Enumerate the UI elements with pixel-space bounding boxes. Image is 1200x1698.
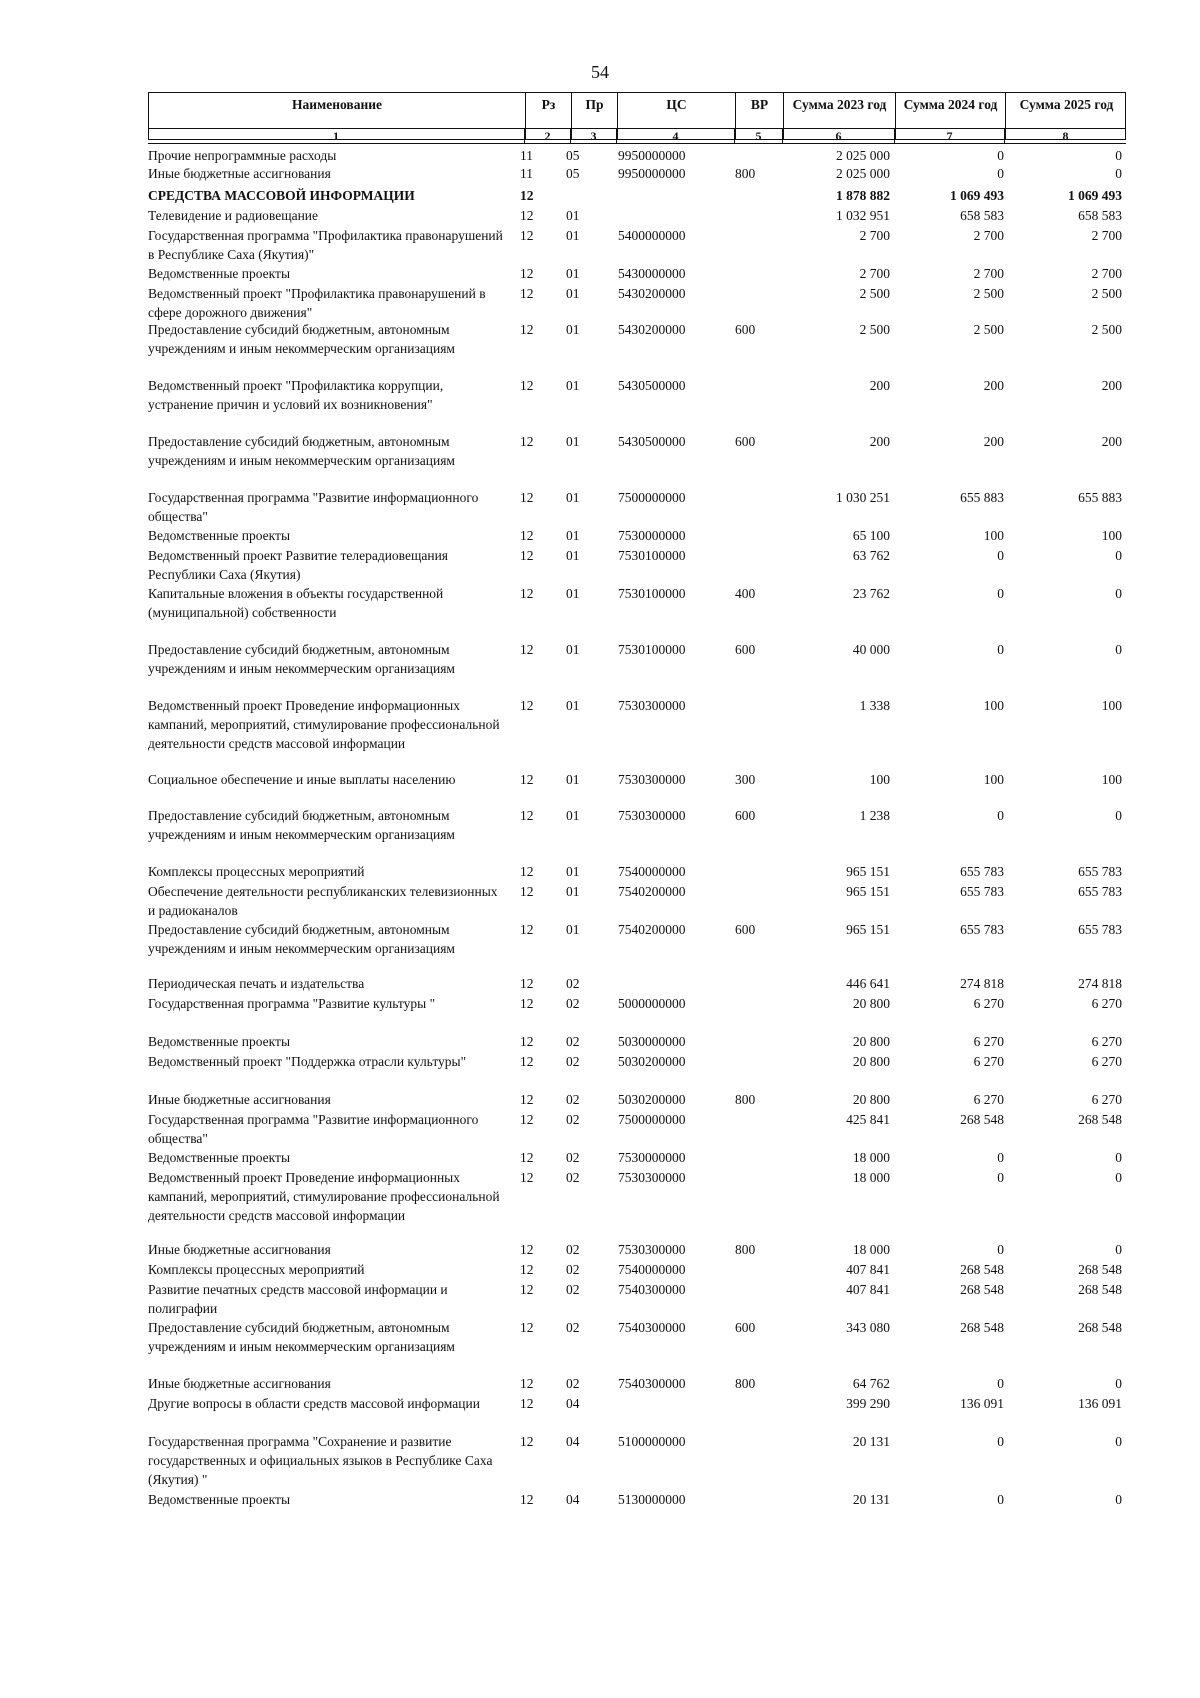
cell-name: Ведомственные проекты bbox=[148, 1492, 291, 1507]
column-number: 4 bbox=[616, 129, 734, 143]
cell-cs: 7530000000 bbox=[618, 528, 686, 543]
cell-name: Ведомственный проект "Профилактика правонарушений в сфере дорожного движения" bbox=[148, 286, 486, 320]
cell-s2023: 425 841 bbox=[846, 1112, 890, 1127]
cell-rz: 12 bbox=[520, 1242, 534, 1257]
cell-s2025: 6 270 bbox=[1091, 1034, 1122, 1049]
cell-cs: 7500000000 bbox=[618, 1112, 686, 1127]
cell-rz: 12 bbox=[520, 1262, 534, 1277]
cell-s2023: 399 290 bbox=[846, 1396, 890, 1411]
cell-vr: 800 bbox=[735, 1092, 756, 1107]
header-sum-2023: Сумма 2023 год bbox=[783, 93, 895, 139]
cell-pr: 02 bbox=[566, 1150, 580, 1165]
cell-rz: 12 bbox=[520, 922, 534, 937]
cell-rz: 12 bbox=[520, 1434, 534, 1449]
cell-cs: 5430200000 bbox=[618, 322, 686, 337]
cell-name: Ведомственный проект "Поддержка отрасли культуры" bbox=[148, 1054, 467, 1069]
cell-name: Ведомственный проект Проведение информационных кампаний, мероприятий, стимулирование профессиональной деятельности средств массовой информации bbox=[148, 1170, 500, 1223]
cell-s2023: 2 025 000 bbox=[836, 166, 890, 181]
cell-name: Предоставление субсидий бюджетным, автономным учреждениям и иным некоммерческим организациям bbox=[148, 1320, 455, 1354]
cell-s2025: 0 bbox=[1115, 808, 1122, 823]
cell-vr: 600 bbox=[735, 322, 756, 337]
cell-cs: 7540000000 bbox=[618, 864, 686, 879]
cell-name: Предоставление субсидий бюджетным, автономным учреждениям и иным некоммерческим организациям bbox=[148, 642, 455, 676]
cell-s2023: 2 700 bbox=[859, 266, 890, 281]
cell-vr: 600 bbox=[735, 808, 756, 823]
cell-s2025: 655 783 bbox=[1078, 922, 1122, 937]
cell-s2025: 655 783 bbox=[1078, 864, 1122, 879]
cell-s2025: 268 548 bbox=[1078, 1112, 1122, 1127]
cell-cs: 7500000000 bbox=[618, 490, 686, 505]
cell-cs: 7540000000 bbox=[618, 1262, 686, 1277]
cell-s2024: 655 883 bbox=[960, 490, 1004, 505]
cell-name: Комплексы процессных мероприятий bbox=[148, 1262, 365, 1277]
cell-s2024: 0 bbox=[997, 1150, 1004, 1165]
cell-s2025: 6 270 bbox=[1091, 1092, 1122, 1107]
cell-s2025: 200 bbox=[1101, 378, 1122, 393]
header-pr: Пр bbox=[571, 93, 617, 139]
cell-s2024: 658 583 bbox=[960, 208, 1004, 223]
cell-cs: 5430200000 bbox=[618, 286, 686, 301]
cell-s2024: 0 bbox=[997, 148, 1004, 163]
header-sum-2025: Сумма 2025 год bbox=[1005, 93, 1127, 139]
cell-s2023: 343 080 bbox=[846, 1320, 890, 1335]
cell-name: Иные бюджетные ассигнования bbox=[148, 1376, 331, 1391]
cell-rz: 12 bbox=[520, 884, 534, 899]
cell-rz: 12 bbox=[520, 698, 534, 713]
cell-name: Прочие непрограммные расходы bbox=[148, 148, 337, 163]
cell-pr: 02 bbox=[566, 1262, 580, 1277]
cell-s2025: 0 bbox=[1115, 548, 1122, 563]
cell-s2024: 1 069 493 bbox=[950, 188, 1004, 203]
cell-s2024: 200 bbox=[983, 434, 1004, 449]
cell-name: Другие вопросы в области средств массовой информации bbox=[148, 1396, 480, 1411]
cell-s2023: 23 762 bbox=[852, 586, 890, 601]
cell-s2025: 2 500 bbox=[1091, 322, 1122, 337]
cell-rz: 12 bbox=[520, 228, 534, 243]
column-number: 1 bbox=[333, 129, 339, 143]
cell-s2024: 268 548 bbox=[960, 1262, 1004, 1277]
cell-rz: 12 bbox=[520, 772, 534, 787]
cell-s2023: 2 500 bbox=[859, 322, 890, 337]
cell-s2025: 1 069 493 bbox=[1068, 188, 1122, 203]
header-name: Наименование bbox=[292, 97, 382, 112]
cell-s2025: 0 bbox=[1115, 1150, 1122, 1165]
cell-pr: 04 bbox=[566, 1492, 580, 1507]
cell-name: Предоставление субсидий бюджетным, автономным учреждениям и иным некоммерческим организациям bbox=[148, 922, 455, 956]
cell-s2025: 2 500 bbox=[1091, 286, 1122, 301]
cell-pr: 01 bbox=[566, 864, 580, 879]
cell-s2025: 0 bbox=[1115, 166, 1122, 181]
column-number: 5 bbox=[734, 129, 782, 143]
cell-pr: 01 bbox=[566, 548, 580, 563]
cell-s2023: 20 131 bbox=[852, 1492, 890, 1507]
cell-pr: 02 bbox=[566, 1376, 580, 1391]
cell-cs: 9950000000 bbox=[618, 148, 686, 163]
cell-s2024: 0 bbox=[997, 1170, 1004, 1185]
cell-cs: 7530300000 bbox=[618, 772, 686, 787]
cell-s2023: 1 030 251 bbox=[836, 490, 890, 505]
cell-s2023: 18 000 bbox=[852, 1242, 890, 1257]
cell-pr: 01 bbox=[566, 490, 580, 505]
cell-rz: 12 bbox=[520, 528, 534, 543]
cell-s2023: 200 bbox=[869, 378, 890, 393]
cell-rz: 12 bbox=[520, 322, 534, 337]
cell-s2024: 655 783 bbox=[960, 922, 1004, 937]
cell-name: Ведомственный проект Развитие телерадиовещания Республики Саха (Якутия) bbox=[148, 548, 449, 582]
cell-pr: 02 bbox=[566, 996, 580, 1011]
cell-s2024: 136 091 bbox=[960, 1396, 1004, 1411]
cell-s2023: 407 841 bbox=[846, 1282, 890, 1297]
cell-pr: 01 bbox=[566, 698, 580, 713]
cell-s2023: 965 151 bbox=[846, 922, 890, 937]
page-number: 54 bbox=[591, 62, 609, 82]
cell-pr: 01 bbox=[566, 286, 580, 301]
cell-s2025: 0 bbox=[1115, 1434, 1122, 1449]
cell-s2025: 268 548 bbox=[1078, 1262, 1122, 1277]
cell-pr: 02 bbox=[566, 1282, 580, 1297]
cell-name: Ведомственные проекты bbox=[148, 1150, 291, 1165]
cell-s2024: 2 500 bbox=[973, 286, 1004, 301]
cell-s2023: 20 800 bbox=[852, 1092, 890, 1107]
column-number: 3 bbox=[570, 129, 616, 143]
cell-s2024: 0 bbox=[997, 1492, 1004, 1507]
cell-cs: 9950000000 bbox=[618, 166, 686, 181]
cell-pr: 01 bbox=[566, 922, 580, 937]
cell-s2024: 0 bbox=[997, 1376, 1004, 1391]
cell-pr: 01 bbox=[566, 208, 580, 223]
cell-cs: 7530000000 bbox=[618, 1150, 686, 1165]
cell-name: Ведомственные проекты bbox=[148, 528, 291, 543]
cell-pr: 02 bbox=[566, 1034, 580, 1049]
cell-cs: 7540300000 bbox=[618, 1320, 686, 1335]
cell-cs: 5030000000 bbox=[618, 1034, 686, 1049]
cell-name: Государственная программа "Развитие культуры " bbox=[148, 996, 436, 1011]
cell-s2025: 655 783 bbox=[1078, 884, 1122, 899]
cell-name: Иные бюджетные ассигнования bbox=[148, 1092, 331, 1107]
column-number: 6 bbox=[782, 129, 894, 143]
cell-s2024: 0 bbox=[997, 1242, 1004, 1257]
cell-vr: 800 bbox=[735, 166, 756, 181]
cell-rz: 12 bbox=[520, 976, 534, 991]
cell-s2025: 2 700 bbox=[1091, 228, 1122, 243]
cell-rz: 12 bbox=[520, 1376, 534, 1391]
cell-cs: 7540200000 bbox=[618, 884, 686, 899]
cell-name: Социальное обеспечение и иные выплаты населению bbox=[148, 772, 456, 787]
cell-rz: 12 bbox=[520, 266, 534, 281]
cell-s2023: 2 500 bbox=[859, 286, 890, 301]
column-number-row bbox=[148, 128, 1126, 144]
cell-rz: 11 bbox=[520, 148, 533, 163]
cell-s2024: 100 bbox=[983, 528, 1004, 543]
cell-s2025: 0 bbox=[1115, 642, 1122, 657]
cell-s2024: 0 bbox=[997, 808, 1004, 823]
cell-name: Обеспечение деятельности республиканских телевизионных и радиоканалов bbox=[148, 884, 498, 918]
cell-s2025: 100 bbox=[1101, 528, 1122, 543]
cell-s2023: 1 032 951 bbox=[836, 208, 890, 223]
cell-rz: 12 bbox=[520, 1320, 534, 1335]
cell-s2024: 6 270 bbox=[973, 1034, 1004, 1049]
cell-s2024: 100 bbox=[983, 772, 1004, 787]
cell-name: Ведомственные проекты bbox=[148, 266, 291, 281]
cell-s2025: 0 bbox=[1115, 148, 1122, 163]
cell-s2025: 268 548 bbox=[1078, 1320, 1122, 1335]
cell-pr: 02 bbox=[566, 1320, 580, 1335]
cell-s2025: 0 bbox=[1115, 586, 1122, 601]
cell-rz: 12 bbox=[520, 490, 534, 505]
cell-s2024: 2 700 bbox=[973, 228, 1004, 243]
cell-name: Государственная программа "Развитие информационного общества" bbox=[148, 490, 479, 524]
cell-pr: 02 bbox=[566, 1054, 580, 1069]
cell-cs: 7530300000 bbox=[618, 1170, 686, 1185]
cell-s2025: 200 bbox=[1101, 434, 1122, 449]
cell-s2025: 100 bbox=[1101, 698, 1122, 713]
cell-cs: 5400000000 bbox=[618, 228, 686, 243]
cell-rz: 12 bbox=[520, 864, 534, 879]
cell-pr: 01 bbox=[566, 808, 580, 823]
cell-s2023: 2 025 000 bbox=[836, 148, 890, 163]
cell-s2025: 2 700 bbox=[1091, 266, 1122, 281]
cell-s2023: 965 151 bbox=[846, 864, 890, 879]
cell-cs: 7530100000 bbox=[618, 642, 686, 657]
cell-s2025: 136 091 bbox=[1078, 1396, 1122, 1411]
cell-cs: 5000000000 bbox=[618, 996, 686, 1011]
cell-pr: 02 bbox=[566, 1242, 580, 1257]
cell-name: Ведомственный проект "Профилактика коррупции, устранение причин и условий их возникновения" bbox=[148, 378, 444, 412]
cell-rz: 12 bbox=[520, 1150, 534, 1165]
cell-cs: 7530100000 bbox=[618, 548, 686, 563]
header-rz: Рз bbox=[525, 93, 571, 139]
cell-pr: 02 bbox=[566, 1112, 580, 1127]
header-cs: ЦС bbox=[617, 93, 735, 139]
cell-name: Иные бюджетные ассигнования bbox=[148, 1242, 331, 1257]
cell-name: Иные бюджетные ассигнования bbox=[148, 166, 331, 181]
cell-pr: 02 bbox=[566, 1170, 580, 1185]
cell-vr: 600 bbox=[735, 922, 756, 937]
cell-s2025: 268 548 bbox=[1078, 1282, 1122, 1297]
cell-vr: 300 bbox=[735, 772, 756, 787]
cell-s2024: 0 bbox=[997, 1434, 1004, 1449]
cell-s2023: 1 878 882 bbox=[836, 188, 890, 203]
cell-cs: 7530100000 bbox=[618, 586, 686, 601]
cell-rz: 12 bbox=[520, 808, 534, 823]
cell-pr: 04 bbox=[566, 1434, 580, 1449]
cell-cs: 5130000000 bbox=[618, 1492, 686, 1507]
cell-rz: 12 bbox=[520, 586, 534, 601]
cell-cs: 5430000000 bbox=[618, 266, 686, 281]
cell-rz: 12 bbox=[520, 1170, 534, 1185]
header-sum-2024: Сумма 2024 год bbox=[895, 93, 1005, 139]
cell-s2025: 0 bbox=[1115, 1242, 1122, 1257]
cell-rz: 12 bbox=[520, 378, 534, 393]
cell-s2023: 20 800 bbox=[852, 1034, 890, 1049]
cell-name: Ведомственный проект Проведение информационных кампаний, мероприятий, стимулирование профессиональной деятельности средств массовой информации bbox=[148, 698, 500, 751]
cell-s2024: 2 700 bbox=[973, 266, 1004, 281]
cell-rz: 12 bbox=[520, 1112, 534, 1127]
cell-s2023: 20 131 bbox=[852, 1434, 890, 1449]
cell-pr: 05 bbox=[566, 166, 580, 181]
cell-s2023: 2 700 bbox=[859, 228, 890, 243]
cell-s2024: 268 548 bbox=[960, 1282, 1004, 1297]
cell-pr: 01 bbox=[566, 884, 580, 899]
cell-rz: 12 bbox=[520, 434, 534, 449]
cell-rz: 12 bbox=[520, 208, 534, 223]
cell-pr: 01 bbox=[566, 266, 580, 281]
cell-vr: 800 bbox=[735, 1376, 756, 1391]
cell-rz: 12 bbox=[520, 286, 534, 301]
cell-rz: 12 bbox=[520, 1396, 534, 1411]
cell-pr: 02 bbox=[566, 976, 580, 991]
cell-cs: 5100000000 bbox=[618, 1434, 686, 1449]
cell-s2025: 0 bbox=[1115, 1376, 1122, 1391]
cell-pr: 01 bbox=[566, 228, 580, 243]
cell-s2024: 268 548 bbox=[960, 1320, 1004, 1335]
cell-s2023: 20 800 bbox=[852, 1054, 890, 1069]
cell-s2023: 100 bbox=[869, 772, 890, 787]
cell-s2024: 0 bbox=[997, 642, 1004, 657]
cell-s2023: 18 000 bbox=[852, 1170, 890, 1185]
cell-name: Предоставление субсидий бюджетным, автономным учреждениям и иным некоммерческим организациям bbox=[148, 434, 455, 468]
cell-cs: 5430500000 bbox=[618, 434, 686, 449]
cell-s2024: 6 270 bbox=[973, 996, 1004, 1011]
cell-s2025: 0 bbox=[1115, 1492, 1122, 1507]
cell-rz: 12 bbox=[520, 1092, 534, 1107]
cell-rz: 12 bbox=[520, 1282, 534, 1297]
cell-pr: 01 bbox=[566, 528, 580, 543]
cell-name: Предоставление субсидий бюджетным, автономным учреждениям и иным некоммерческим организациям bbox=[148, 322, 455, 356]
cell-name: Развитие печатных средств массовой информации и полиграфии bbox=[148, 1282, 448, 1316]
cell-rz: 12 bbox=[520, 1054, 534, 1069]
cell-s2024: 2 500 bbox=[973, 322, 1004, 337]
cell-name: Предоставление субсидий бюджетным, автономным учреждениям и иным некоммерческим организациям bbox=[148, 808, 455, 842]
cell-name: Государственная программа "Профилактика правонарушений в Республике Саха (Якутия)" bbox=[148, 228, 503, 262]
cell-rz: 12 bbox=[520, 642, 534, 657]
cell-pr: 01 bbox=[566, 434, 580, 449]
cell-name: Телевидение и радиовещание bbox=[148, 208, 319, 223]
cell-rz: 12 bbox=[520, 1034, 534, 1049]
cell-rz: 12 bbox=[520, 188, 534, 203]
cell-s2023: 63 762 bbox=[852, 548, 890, 563]
cell-name: Комплексы процессных мероприятий bbox=[148, 864, 365, 879]
cell-vr: 600 bbox=[735, 434, 756, 449]
cell-pr: 01 bbox=[566, 322, 580, 337]
cell-name: Государственная программа "Развитие информационного общества" bbox=[148, 1112, 479, 1146]
cell-s2024: 268 548 bbox=[960, 1112, 1004, 1127]
cell-cs: 7530300000 bbox=[618, 808, 686, 823]
cell-name: Периодическая печать и издательства bbox=[148, 976, 365, 991]
cell-s2024: 0 bbox=[997, 166, 1004, 181]
header-vr: ВР bbox=[735, 93, 783, 139]
cell-s2024: 6 270 bbox=[973, 1092, 1004, 1107]
cell-pr: 01 bbox=[566, 586, 580, 601]
cell-s2023: 407 841 bbox=[846, 1262, 890, 1277]
cell-name: Капитальные вложения в объекты государственной (муниципальной) собственности bbox=[148, 586, 444, 620]
cell-cs: 7540300000 bbox=[618, 1376, 686, 1391]
cell-cs: 7540200000 bbox=[618, 922, 686, 937]
cell-s2025: 6 270 bbox=[1091, 996, 1122, 1011]
cell-rz: 12 bbox=[520, 996, 534, 1011]
cell-s2025: 0 bbox=[1115, 1170, 1122, 1185]
cell-pr: 01 bbox=[566, 772, 580, 787]
cell-vr: 600 bbox=[735, 1320, 756, 1335]
cell-s2024: 0 bbox=[997, 548, 1004, 563]
cell-s2024: 655 783 bbox=[960, 884, 1004, 899]
cell-rz: 11 bbox=[520, 166, 533, 181]
column-number: 8 bbox=[1004, 129, 1126, 143]
cell-s2024: 655 783 bbox=[960, 864, 1004, 879]
cell-s2023: 40 000 bbox=[852, 642, 890, 657]
cell-s2025: 274 818 bbox=[1078, 976, 1122, 991]
cell-s2023: 200 bbox=[869, 434, 890, 449]
cell-pr: 01 bbox=[566, 378, 580, 393]
cell-s2024: 0 bbox=[997, 586, 1004, 601]
cell-s2023: 446 641 bbox=[846, 976, 890, 991]
cell-rz: 12 bbox=[520, 1492, 534, 1507]
cell-pr: 05 bbox=[566, 148, 580, 163]
cell-s2023: 20 800 bbox=[852, 996, 890, 1011]
cell-name: Ведомственные проекты bbox=[148, 1034, 291, 1049]
cell-s2023: 1 238 bbox=[859, 808, 890, 823]
cell-cs: 5030200000 bbox=[618, 1054, 686, 1069]
cell-s2023: 64 762 bbox=[852, 1376, 890, 1391]
cell-s2024: 274 818 bbox=[960, 976, 1004, 991]
cell-s2023: 1 338 bbox=[859, 698, 890, 713]
cell-s2024: 200 bbox=[983, 378, 1004, 393]
column-number: 7 bbox=[894, 129, 1004, 143]
cell-name: Государственная программа "Сохранение и развитие государственных и официальных языков в Республике Саха (Якутия) " bbox=[148, 1434, 493, 1487]
cell-vr: 600 bbox=[735, 642, 756, 657]
cell-pr: 01 bbox=[566, 642, 580, 657]
cell-cs: 7530300000 bbox=[618, 1242, 686, 1257]
cell-pr: 04 bbox=[566, 1396, 580, 1411]
cell-s2023: 18 000 bbox=[852, 1150, 890, 1165]
cell-s2023: 65 100 bbox=[852, 528, 890, 543]
cell-cs: 5030200000 bbox=[618, 1092, 686, 1107]
cell-s2025: 655 883 bbox=[1078, 490, 1122, 505]
cell-vr: 400 bbox=[735, 586, 756, 601]
cell-s2025: 100 bbox=[1101, 772, 1122, 787]
column-number: 2 bbox=[524, 129, 570, 143]
cell-name: СРЕДСТВА МАССОВОЙ ИНФОРМАЦИИ bbox=[148, 188, 415, 203]
cell-s2024: 6 270 bbox=[973, 1054, 1004, 1069]
cell-vr: 800 bbox=[735, 1242, 756, 1257]
cell-cs: 7540300000 bbox=[618, 1282, 686, 1297]
cell-pr: 02 bbox=[566, 1092, 580, 1107]
cell-s2025: 658 583 bbox=[1078, 208, 1122, 223]
cell-rz: 12 bbox=[520, 548, 534, 563]
cell-s2023: 965 151 bbox=[846, 884, 890, 899]
cell-cs: 7530300000 bbox=[618, 698, 686, 713]
cell-s2025: 6 270 bbox=[1091, 1054, 1122, 1069]
cell-cs: 5430500000 bbox=[618, 378, 686, 393]
cell-s2024: 100 bbox=[983, 698, 1004, 713]
